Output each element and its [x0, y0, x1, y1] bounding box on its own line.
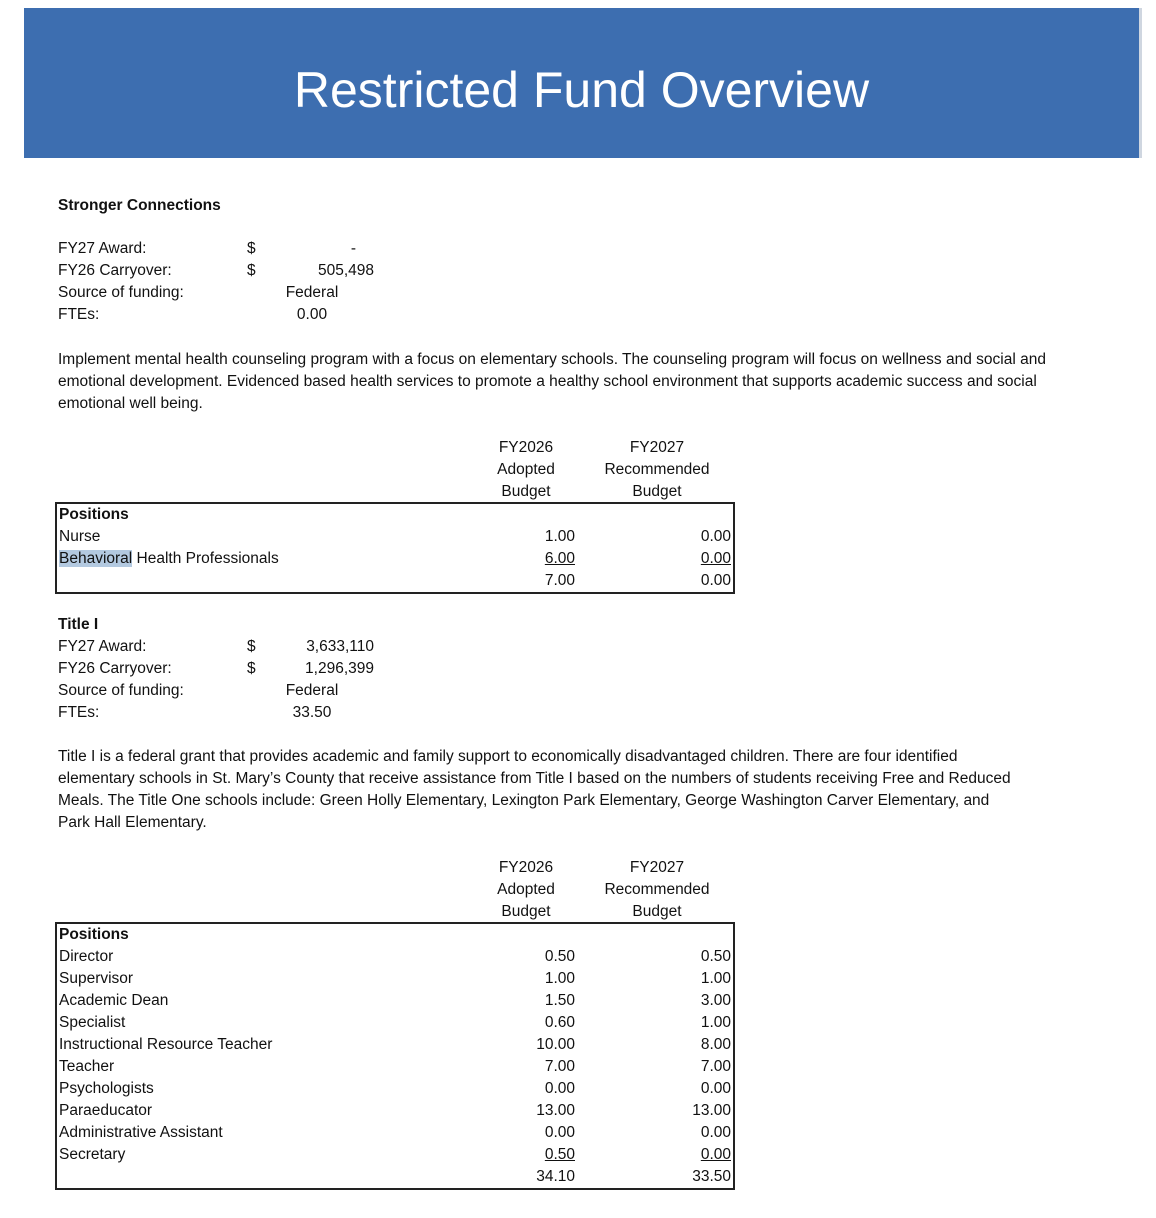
table-row — [57, 1056, 733, 1078]
carryover-value: 505,498 — [317, 262, 374, 279]
position-label: Behavioral Health Professionals — [59, 550, 279, 567]
table-row — [57, 1144, 733, 1166]
award-value: - — [350, 240, 356, 257]
section-heading-title-i: Title I — [58, 616, 99, 633]
fy2026-value: 0.50 — [544, 1146, 575, 1163]
fte-label: FTEs: — [58, 704, 100, 721]
position-label: Administrative Assistant — [59, 1124, 223, 1141]
table-row — [57, 1012, 733, 1034]
carryover-currency: $ — [247, 262, 256, 279]
fy2026-value: 10.00 — [536, 1036, 575, 1053]
table-row — [57, 1122, 733, 1144]
total-row — [57, 1166, 733, 1188]
position-label: Specialist — [59, 1014, 126, 1031]
column-header-fy2027: FY2027 Recommended Budget — [604, 439, 710, 500]
section-heading-stronger-connections: Stronger Connections — [58, 197, 221, 214]
carryover-currency: $ — [247, 660, 256, 677]
column-header-fy2027: FY2027 Recommended Budget — [604, 859, 710, 920]
source-value: Federal — [285, 682, 339, 699]
table-row — [57, 968, 733, 990]
header-banner — [24, 8, 1142, 158]
positions-table — [55, 922, 735, 1190]
carryover-label: FY26 Carryover: — [58, 660, 172, 677]
fy2027-total: 33.50 — [692, 1168, 731, 1185]
position-label: Teacher — [59, 1058, 115, 1075]
position-label: Academic Dean — [59, 992, 169, 1009]
position-label: Psychologists — [59, 1080, 154, 1097]
fy2027-value: 8.00 — [700, 1036, 731, 1053]
table-row — [57, 548, 733, 570]
fy2026-value: 6.00 — [544, 550, 575, 567]
positions-header: Positions — [59, 506, 129, 523]
positions-table — [55, 502, 735, 594]
total-row — [57, 570, 733, 592]
highlighted-text[interactable]: Behavioral — [59, 550, 133, 567]
award-label: FY27 Award: — [58, 638, 147, 655]
fy2027-value: 0.50 — [700, 948, 731, 965]
table-row — [57, 946, 733, 968]
source-value: Federal — [285, 284, 339, 301]
fy2026-value: 0.50 — [544, 948, 575, 965]
fte-value: 0.00 — [296, 306, 328, 323]
table-header-row — [57, 924, 733, 946]
carryover-value: 1,296,399 — [305, 660, 374, 677]
column-header-fy2026: FY2026 Adopted Budget — [497, 439, 555, 500]
fy2026-value: 13.00 — [536, 1102, 575, 1119]
table-row — [57, 526, 733, 548]
fy2027-total: 0.00 — [700, 572, 731, 589]
table-row — [57, 1078, 733, 1100]
section-description: Implement mental health counseling program with a focus on elementary schools. The counseling program will focus on wellness and social and emotional development. Evidenced based health services to promote a healthy school environment that supports academic success and social emotional well being. — [58, 351, 1046, 412]
fy2026-value: 1.50 — [544, 992, 575, 1009]
fy2026-value: 7.00 — [544, 1058, 575, 1075]
column-header-fy2026: FY2026 Adopted Budget — [497, 859, 555, 920]
fy2027-value: 0.00 — [700, 1124, 731, 1141]
fy2027-value: 7.00 — [700, 1058, 731, 1075]
position-label: Director — [59, 948, 114, 965]
fy2027-value: 0.00 — [700, 550, 731, 567]
fte-label: FTEs: — [58, 306, 100, 323]
section-description: Title I is a federal grant that provides academic and family support to economically disadvantaged children. There are four identified elementary schools in St. Mary’s County that receive assistance from Title I based on the numbers of students receiving Free and Reduced Meals. The Title One schools include: Green Holly Elementary, Lexington Park Elementary, George Washington Carver Elementary, and Park Hall Elementary. — [58, 748, 1011, 831]
fy2026-value: 1.00 — [544, 970, 575, 987]
award-value: 3,633,110 — [306, 638, 374, 655]
table-header-row — [57, 504, 733, 526]
fte-value: 33.50 — [292, 704, 332, 721]
fy2026-total: 34.10 — [536, 1168, 575, 1185]
fy2027-value: 0.00 — [700, 1146, 731, 1163]
table-row — [57, 990, 733, 1012]
award-label: FY27 Award: — [58, 240, 147, 257]
table-row — [57, 1034, 733, 1056]
award-currency: $ — [247, 638, 256, 655]
fy2027-value: 13.00 — [692, 1102, 731, 1119]
fy2027-value: 0.00 — [700, 528, 731, 545]
fy2026-total: 7.00 — [544, 572, 575, 589]
source-label: Source of funding: — [58, 682, 184, 699]
position-label: Paraeducator — [59, 1102, 153, 1119]
positions-header: Positions — [59, 926, 129, 943]
position-label: Nurse — [59, 528, 101, 545]
fy2027-value: 1.00 — [700, 1014, 731, 1031]
page-title: Restricted Fund Overview — [293, 62, 870, 118]
carryover-label: FY26 Carryover: — [58, 262, 172, 279]
fy2026-value: 0.00 — [544, 1080, 575, 1097]
fy2027-value: 0.00 — [700, 1080, 731, 1097]
award-currency: $ — [247, 240, 256, 257]
fy2026-value: 1.00 — [544, 528, 575, 545]
fy2026-value: 0.60 — [544, 1014, 575, 1031]
position-label: Supervisor — [59, 970, 134, 987]
position-label: Secretary — [59, 1146, 126, 1163]
fy2026-value: 0.00 — [544, 1124, 575, 1141]
source-label: Source of funding: — [58, 284, 184, 301]
table-row — [57, 1100, 733, 1122]
fy2027-value: 1.00 — [700, 970, 731, 987]
fy2027-value: 3.00 — [700, 992, 731, 1009]
position-label: Instructional Resource Teacher — [59, 1036, 273, 1053]
